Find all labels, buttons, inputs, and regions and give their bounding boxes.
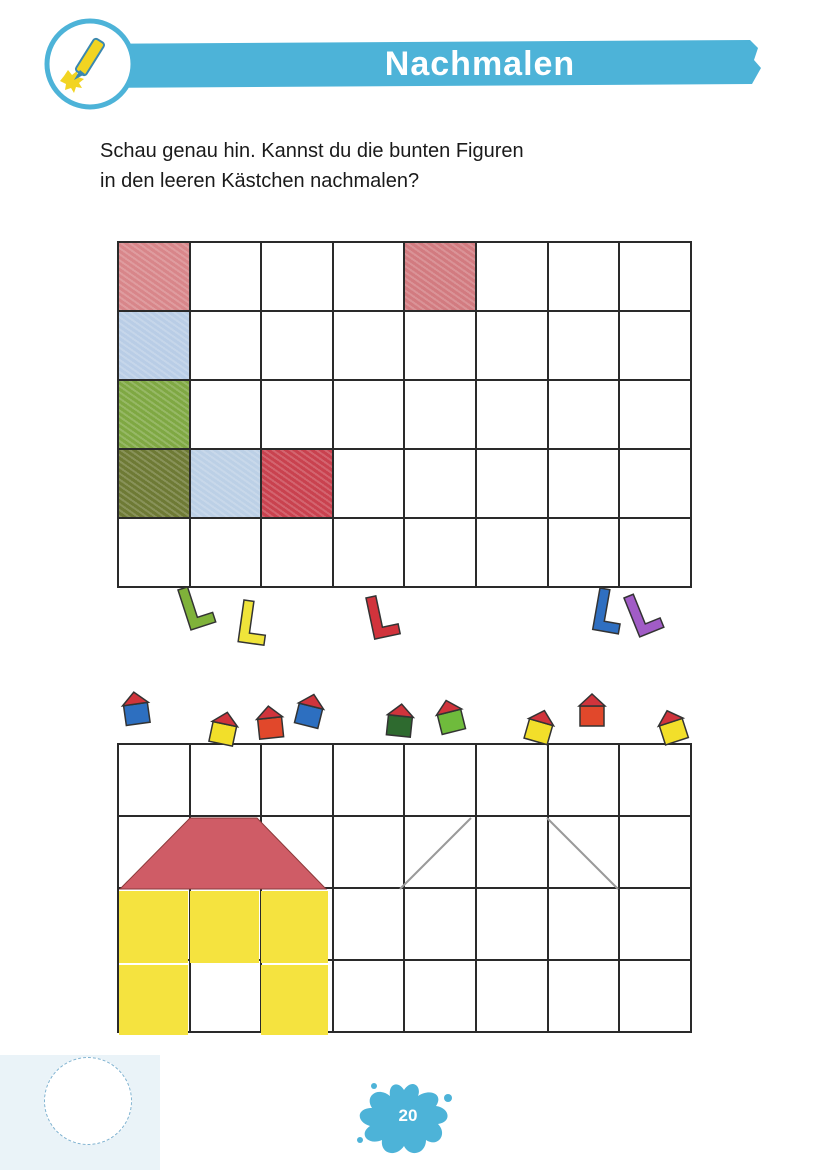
grid-cell[interactable]	[549, 961, 621, 1033]
grid-cell[interactable]	[477, 817, 549, 889]
grid-cell[interactable]	[262, 243, 334, 312]
grid-cell[interactable]	[262, 817, 334, 889]
grid-cell[interactable]	[191, 243, 263, 312]
grid-cell[interactable]	[549, 889, 621, 961]
house-icon	[208, 710, 240, 747]
grid-cell[interactable]	[620, 745, 692, 817]
grid-cell[interactable]	[620, 961, 692, 1033]
grid-cell[interactable]	[191, 381, 263, 450]
grid-cell[interactable]	[620, 519, 692, 588]
l-shape-icon	[366, 593, 400, 639]
grid-cell[interactable]	[477, 889, 549, 961]
grid-cell[interactable]	[119, 817, 191, 889]
house-icon	[121, 690, 151, 725]
grid-cell[interactable]	[477, 450, 549, 519]
l-shape-icon	[178, 582, 216, 630]
grid-cell[interactable]	[262, 961, 334, 1033]
grid-cell-filled[interactable]	[119, 450, 191, 519]
grid-cell[interactable]	[334, 450, 406, 519]
grid-cell[interactable]	[405, 817, 477, 889]
grid-cell[interactable]	[477, 312, 549, 381]
l-shape-icon	[624, 588, 664, 637]
grid-cell[interactable]	[620, 889, 692, 961]
grid-cell[interactable]	[334, 745, 406, 817]
instruction-text	[100, 136, 660, 196]
grid-cell[interactable]	[549, 745, 621, 817]
house-icon	[385, 703, 414, 738]
grid-cell[interactable]	[620, 312, 692, 381]
grid-cell[interactable]	[191, 519, 263, 588]
grid-cell[interactable]	[334, 243, 406, 312]
house-icon	[255, 705, 284, 740]
grid-cell[interactable]	[191, 745, 263, 817]
grid-cell[interactable]	[334, 381, 406, 450]
grid-cell[interactable]	[334, 889, 406, 961]
grid-cell[interactable]	[262, 312, 334, 381]
grid-cell[interactable]	[477, 243, 549, 312]
title-banner	[30, 38, 762, 90]
grid-cell[interactable]	[405, 519, 477, 588]
grid-cell[interactable]	[405, 889, 477, 961]
grid-cell[interactable]	[191, 889, 263, 961]
corner-circle	[44, 1057, 132, 1145]
grid-cell[interactable]	[262, 381, 334, 450]
grid-cell[interactable]	[477, 519, 549, 588]
grid-cell[interactable]	[191, 961, 263, 1033]
grid-cell-filled[interactable]	[191, 450, 263, 519]
grid-cell[interactable]	[262, 519, 334, 588]
house-icon	[434, 697, 467, 734]
grid-cell[interactable]	[477, 381, 549, 450]
page-number-splash	[352, 1076, 456, 1160]
grid-cell[interactable]	[549, 519, 621, 588]
page-title: Nachmalen	[384, 45, 576, 83]
instruction-line-2: in den leeren Kästchen nachmalen?	[100, 170, 420, 192]
grid-cell[interactable]	[405, 745, 477, 817]
l-shape-icon	[593, 588, 626, 634]
grid-cell[interactable]	[620, 381, 692, 450]
grid-cell[interactable]	[191, 817, 263, 889]
grid-cell[interactable]	[262, 889, 334, 961]
grid-cell[interactable]	[119, 961, 191, 1033]
copy-grid-top[interactable]	[117, 241, 692, 588]
grid-cell[interactable]	[477, 745, 549, 817]
grid-cell[interactable]	[191, 312, 263, 381]
grid-cell[interactable]	[262, 745, 334, 817]
grid-cell[interactable]	[620, 243, 692, 312]
grid-cell[interactable]	[405, 450, 477, 519]
grid-cell-filled[interactable]	[262, 450, 334, 519]
grid-cell-filled[interactable]	[119, 243, 191, 312]
house-icon	[579, 694, 605, 726]
grid-cell[interactable]	[549, 243, 621, 312]
grid-cell[interactable]	[549, 381, 621, 450]
house-icon	[523, 707, 557, 745]
instruction-line-1: Schau genau hin. Kannst du die bunten Figuren	[100, 140, 524, 162]
grid-cell[interactable]	[334, 817, 406, 889]
grid-cell[interactable]	[334, 961, 406, 1033]
grid-cell[interactable]	[549, 312, 621, 381]
page-number: 20	[398, 1106, 418, 1125]
grid-cell[interactable]	[620, 817, 692, 889]
grid-cell[interactable]	[405, 312, 477, 381]
grid-cell[interactable]	[405, 381, 477, 450]
grid-cell-filled[interactable]	[119, 312, 191, 381]
grid-cell[interactable]	[549, 450, 621, 519]
grid-cell[interactable]	[119, 745, 191, 817]
house-icon	[655, 707, 690, 745]
grid-cell[interactable]	[119, 519, 191, 588]
grid-cell[interactable]	[477, 961, 549, 1033]
house-icon	[294, 691, 327, 728]
grid-cell-filled[interactable]	[119, 381, 191, 450]
grid-cell[interactable]	[405, 961, 477, 1033]
copy-grid-bottom[interactable]	[117, 743, 692, 1033]
grid-cell[interactable]	[620, 450, 692, 519]
grid-cell[interactable]	[549, 817, 621, 889]
pencil-badge	[44, 18, 136, 110]
l-shape-icon	[238, 600, 270, 645]
grid-cell-filled[interactable]	[405, 243, 477, 312]
grid-cell[interactable]	[334, 519, 406, 588]
grid-cell[interactable]	[334, 312, 406, 381]
grid-cell[interactable]	[119, 889, 191, 961]
